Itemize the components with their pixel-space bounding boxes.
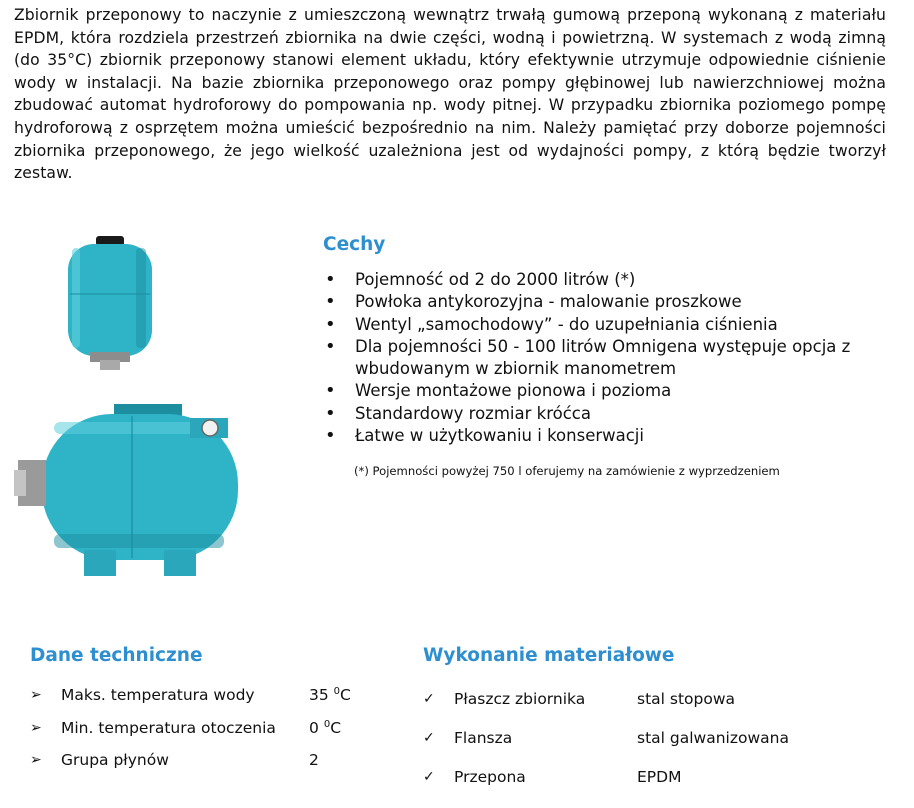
technical-data-label: Maks. temperatura wody — [61, 686, 255, 705]
intro-text: Zbiornik przeponowy to naczynie z umieszczoną wewnątrz trwałą gumową przeponą wykonaną z materiału EPDM, która rozdziela przestrzeń zbiornika na dwie części, wodną i powietrzną. W systemach z wodą zimną (do 35°C) zbiornik przeponowy stanowi element układu, który efektywnie utrzymuje odpowiednie ciśnienie wody w instalacji. Na bazie zbiornika przeponowego oraz pompy głębinowej lub nawierzchniowej można zbudować automat hydroforowy do pompowania np. wody pitnej. W przypadku zbiornika poziomego pompę hydroforową z osprzętem można umieścić bezpośrednio na nim. Należy pamiętać przy doborze pojemności zbiornika przeponowego, że jego wielkość uzależniona jest od wydajności pompy, z którą będzie tworzył zestaw. — [14, 6, 886, 183]
check-marker-icon: ✓ — [423, 729, 435, 746]
technical-data-section — [30, 645, 390, 777]
features-list-item: • Powłoka antykorozyjna - malowanie proszkowe — [323, 291, 883, 313]
materials-label: Flansza — [454, 728, 513, 747]
features-list-item: • Pojemność od 2 do 2000 litrów (*) — [323, 269, 883, 291]
technical-data-value: 2 — [309, 751, 319, 770]
technical-data-label: Min. temperatura otoczenia — [61, 718, 276, 737]
features-title: Cechy — [323, 234, 386, 255]
technical-data-row — [30, 679, 390, 712]
technical-data-row — [30, 744, 390, 777]
features-list-item: • Łatwe w użytkowaniu i konserwacji — [323, 425, 883, 447]
technical-data-list — [30, 679, 390, 777]
check-marker-icon: ✓ — [423, 768, 435, 785]
materials-value: stal galwanizowana — [637, 728, 789, 747]
technical-data-value: 35 $^0$C — [309, 686, 351, 705]
materials-row — [423, 718, 903, 757]
features-list — [323, 269, 883, 447]
materials-label: Przepona — [454, 767, 526, 786]
materials-title: Wykonanie materiałowe — [423, 645, 675, 666]
materials-section — [423, 645, 903, 796]
materials-row — [423, 757, 903, 796]
materials-label: Płaszcz zbiornika — [454, 689, 586, 708]
features-list-item: • Wersje montażowe pionowa i pozioma — [323, 380, 883, 402]
features-list-item: • Standardowy rozmiar króćca — [323, 403, 883, 425]
intro-paragraph — [14, 4, 886, 185]
technical-data-label: Grupa płynów — [61, 751, 169, 770]
materials-value: EPDM — [637, 767, 682, 786]
features-footnote: (*) Pojemności powyżej 750 l oferujemy na zamówienie z wyprzedzeniem — [354, 464, 780, 479]
materials-row — [423, 679, 903, 718]
materials-value: stal stopowa — [637, 689, 736, 708]
arrow-marker-icon: ➢ — [30, 687, 42, 704]
arrow-marker-icon: ➢ — [30, 752, 42, 769]
technical-data-value: 0 $^0$C — [309, 718, 342, 737]
features-list-item: • Dla pojemności 50 - 100 litrów Omnigena występuje opcja z wbudowanym w zbiornik manometrem — [323, 336, 883, 381]
vertical-tank-image — [60, 234, 160, 374]
technical-data-title: Dane techniczne — [30, 645, 203, 666]
horizontal-tank-image — [14, 400, 244, 585]
features-section — [323, 234, 883, 478]
check-marker-icon: ✓ — [423, 690, 435, 707]
materials-list — [423, 679, 903, 796]
features-list-item: • Wentyl „samochodowy” - do uzupełniania ciśnienia — [323, 314, 883, 336]
technical-data-row — [30, 712, 390, 745]
arrow-marker-icon: ➢ — [30, 719, 42, 736]
